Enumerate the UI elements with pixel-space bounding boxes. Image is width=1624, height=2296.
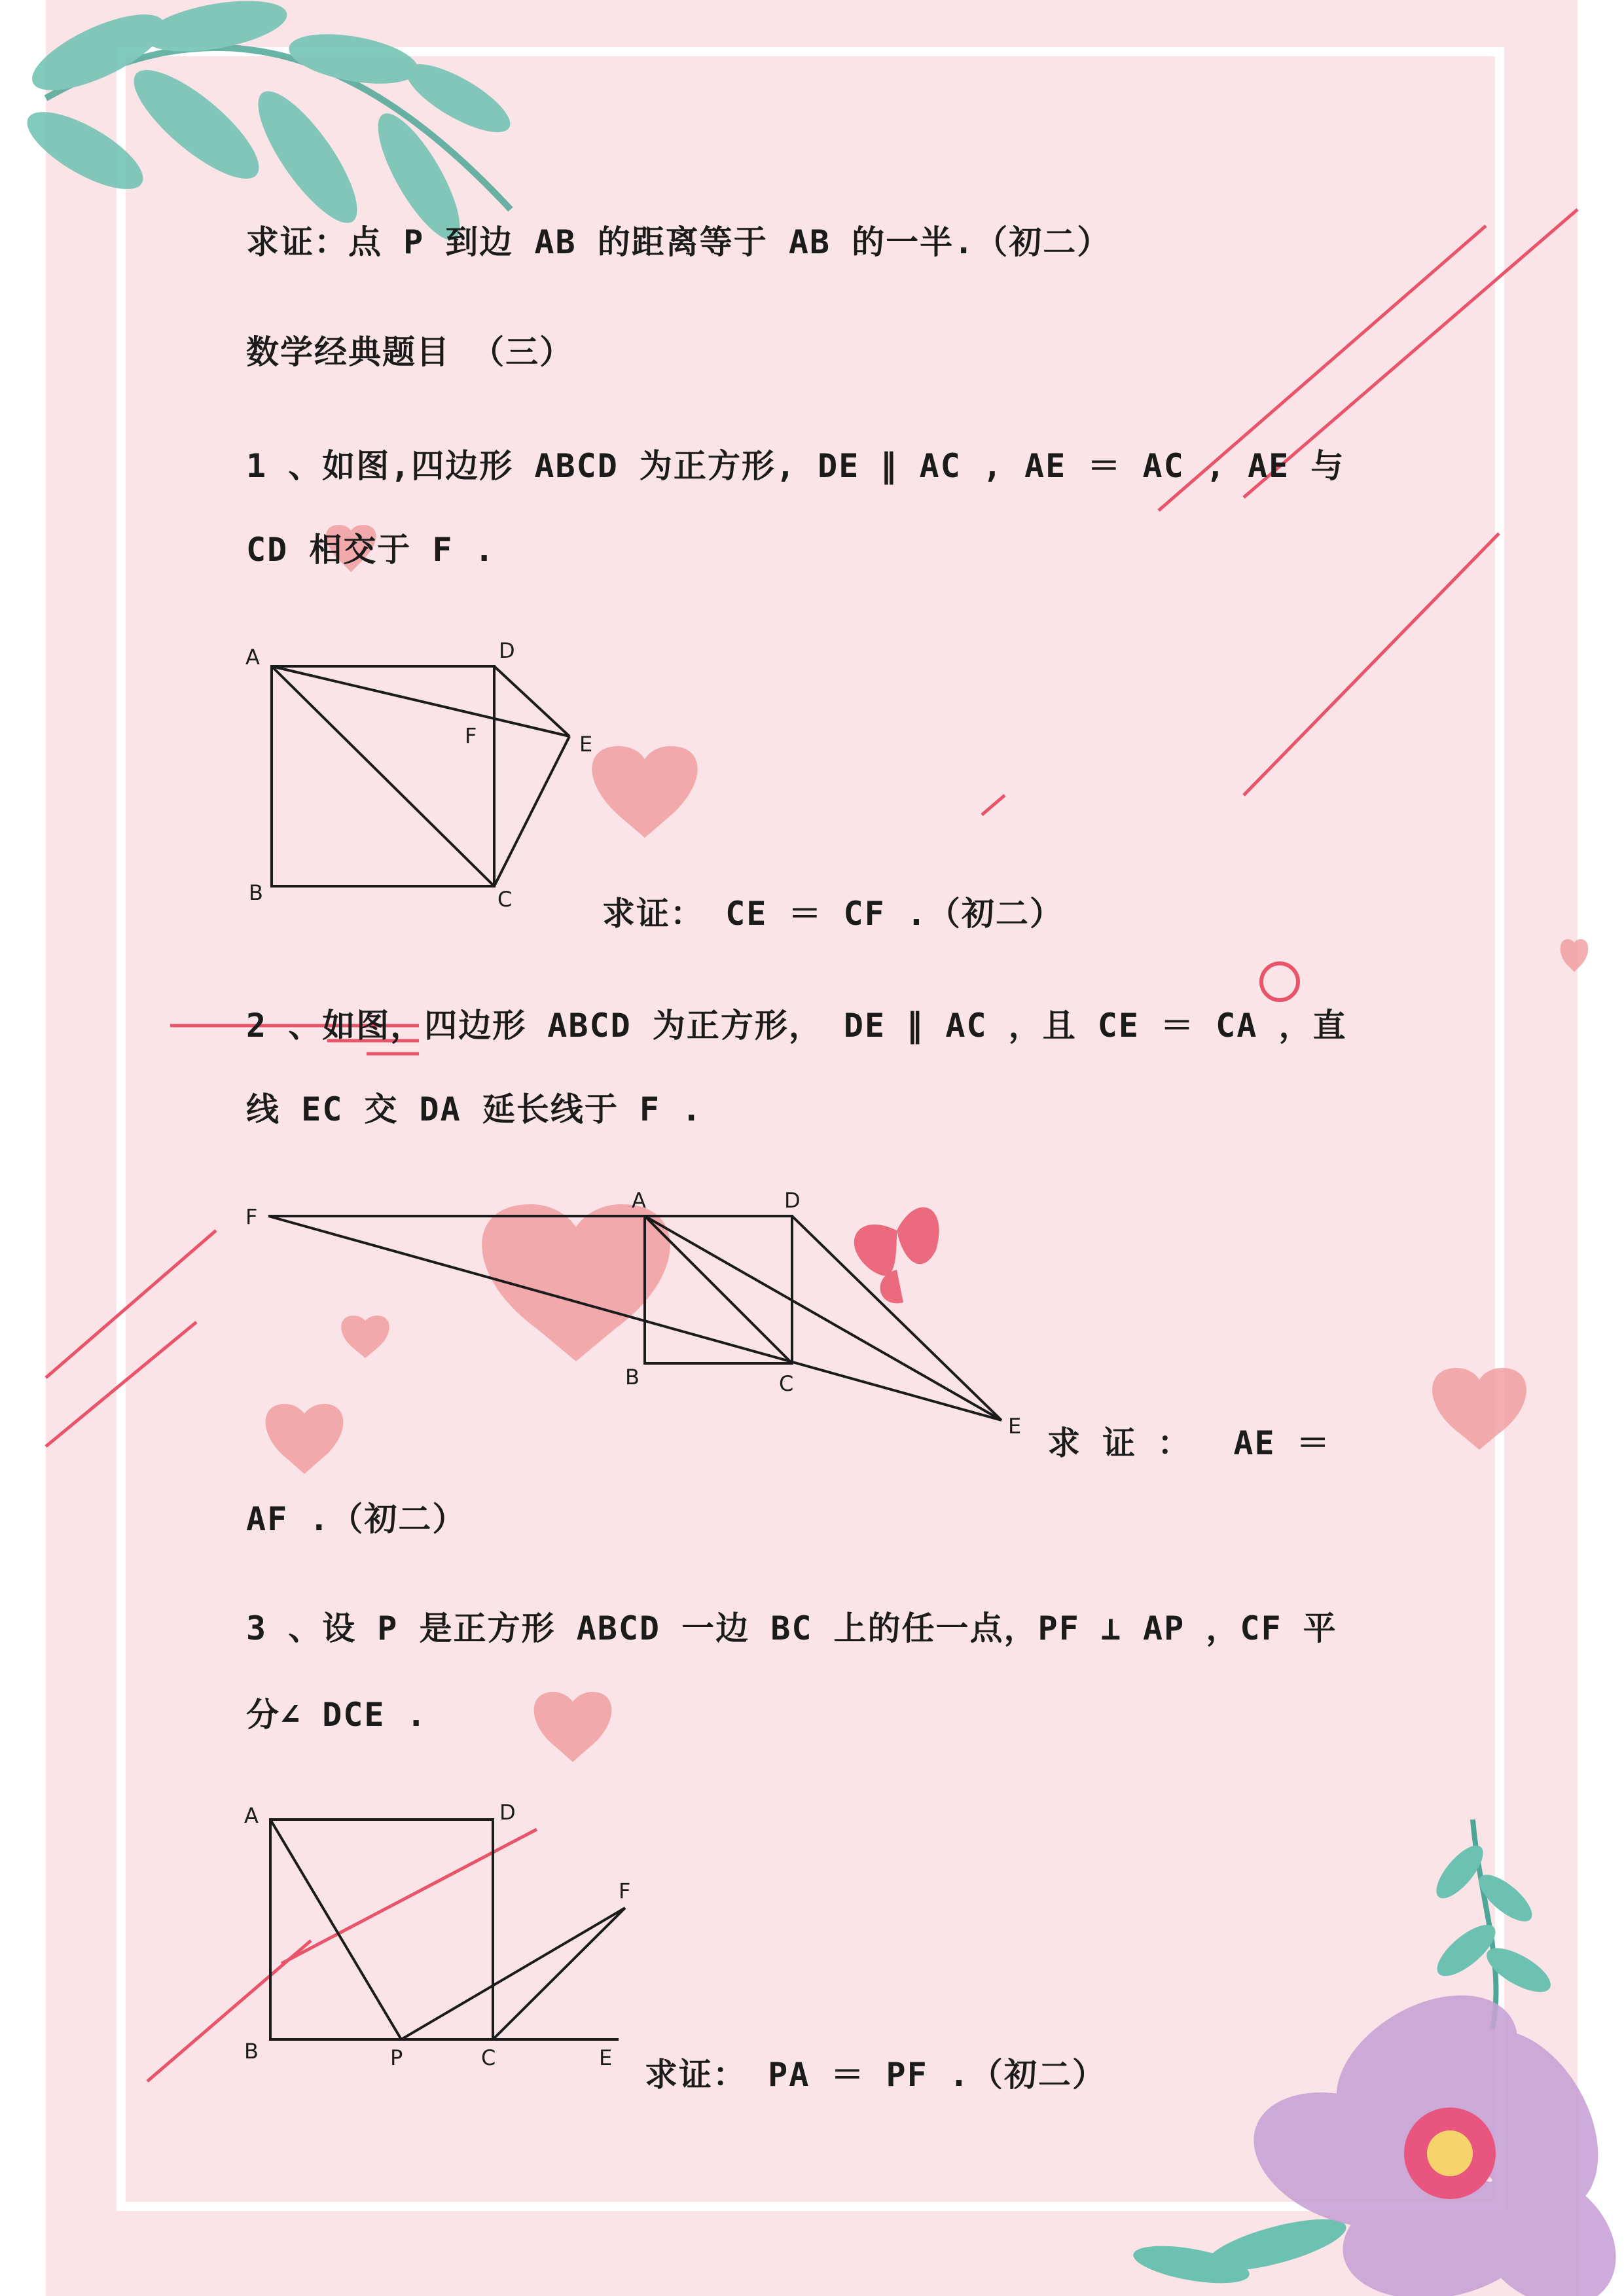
problem1-text-cont: CD 相交于 F . [246,531,496,569]
statement-line: 求证：点 P 到边 AB 的距离等于 AB 的一半.（初二） [246,223,1111,261]
problem3-proof: 求证： PA ＝ PF .（初二） [645,2056,1106,2094]
fig3-label-D: D [499,1800,516,1825]
problem2-proof-cont: AF .（初二） [246,1500,467,1538]
fig2-label-D: D [784,1188,801,1213]
fig1-label-B: B [249,880,263,905]
problem3-text: 3 、设 P 是正方形 ABCD 一边 BC 上的任一点，PF ⊥ AP ，CF 平 [246,1609,1337,1647]
fig2-label-B: B [625,1365,640,1390]
problem1-text: 1 、如图,四边形 ABCD 为正方形, DE ∥ AC , AE ＝ AC , AE 与 [246,447,1345,485]
fig3-label-B: B [244,2039,259,2064]
fig2-label-F: F [245,1204,258,1229]
fig2-label-E: E [1008,1414,1022,1439]
problem3-text-cont: 分∠ DCE . [246,1696,427,1734]
fig1-label-F: F [465,723,477,748]
fig3-label-P: P [390,2045,403,2070]
problem2-text-cont: 线 EC 交 DA 延长线于 F . [246,1090,703,1128]
fig1-label-D: D [499,638,515,663]
fig2-label-A: A [632,1188,646,1213]
fig1-label-E: E [579,732,593,757]
problem1-proof: 求证： CE ＝ CF .（初二） [602,895,1064,933]
problem2-text: 2 、如图，四边形 ABCD 为正方形， DE ∥ AC ，且 CE ＝ CA ，直 [246,1007,1347,1045]
fig3-label-A: A [244,1803,259,1828]
fig2-label-C: C [779,1371,794,1396]
fig1-label-C: C [497,887,513,912]
fig3-label-C: C [481,2045,496,2070]
fig3-label-F: F [619,1878,631,1903]
problem2-proof: 求 证 ： AE ＝ [1047,1424,1331,1462]
fig1-label-A: A [245,645,260,670]
section-heading: 数学经典题目 （三） [246,333,574,371]
fig3-label-E: E [599,2045,613,2070]
